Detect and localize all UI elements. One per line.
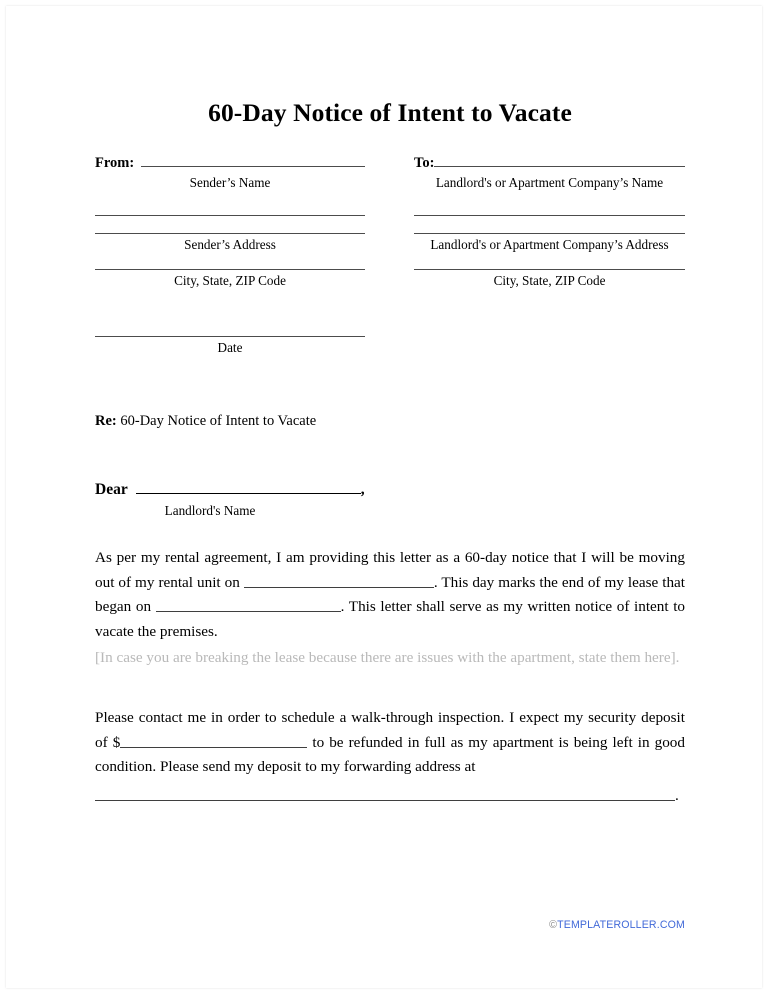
bracket-instruction-note xyxy=(95,646,685,671)
dear-label: Dear xyxy=(95,481,128,498)
salutation-comma: , xyxy=(360,481,365,498)
footer-watermark[interactable] xyxy=(6,919,685,931)
sender-city-caption: City, State, ZIP Code xyxy=(174,273,286,289)
paragraph-2-text-part-1: Please contact me in order to schedule a walk-through inspection. I expect my security deposit of $ xyxy=(95,709,685,751)
paragraph-1-text-part-2: . This day marks the end of my lease that began on xyxy=(95,573,685,616)
landlord-name-blank[interactable] xyxy=(136,479,361,494)
sender-name-blank[interactable] xyxy=(141,151,365,167)
paragraph-1-text-part-3: . This letter shall serve as my written notice of intent to vacate the premises. xyxy=(95,598,686,640)
page-title: 60-Day Notice of Intent to Vacate xyxy=(208,98,572,127)
paragraph-1-text-part-1: As per my rental agreement, I am providing this letter as a 60-day notice that I will be moving out of my rental unit on xyxy=(95,549,685,591)
recipient-name-caption: Landlord's or Apartment Company’s Name xyxy=(435,175,664,190)
to-label: To: xyxy=(414,155,435,171)
recipient-city-caption: City, State, ZIP Code xyxy=(493,273,606,289)
lease-start-date-blank[interactable] xyxy=(156,597,341,612)
salutation-block xyxy=(95,479,395,519)
salutation-row xyxy=(95,479,395,499)
sender-name-row xyxy=(95,151,365,172)
recipient-name-row xyxy=(414,151,685,172)
sender-block xyxy=(95,151,365,289)
security-deposit-blank[interactable] xyxy=(120,733,307,748)
forwarding-address-line xyxy=(95,784,685,809)
re-label: Re: xyxy=(95,413,117,429)
date-caption: Date xyxy=(217,340,243,355)
from-label: From: xyxy=(95,155,135,171)
landlord-name-caption: Landlord's Name xyxy=(164,503,256,518)
body-paragraph-2 xyxy=(95,706,685,809)
paragraph-2-text-part-2: to be refunded in full as my apartment is being left in good condition. Please send my deposit to my forwarding address at xyxy=(95,733,685,776)
copyright-icon: © xyxy=(549,919,558,931)
paragraph-2-text-part-3: . xyxy=(675,786,679,804)
bracket-note-text: [In case you are breaking the lease because there are issues with the apartment, state them here]. xyxy=(95,649,680,666)
recipient-block xyxy=(414,151,685,289)
move-out-date-blank[interactable] xyxy=(244,573,434,588)
recipient-name-blank[interactable] xyxy=(434,151,685,167)
footer-site-label[interactable]: TEMPLATEROLLER.COM xyxy=(557,919,685,931)
re-subject: 60-Day Notice of Intent to Vacate xyxy=(120,413,317,429)
sender-address-caption: Sender’s Address xyxy=(184,236,276,252)
date-block xyxy=(95,336,365,356)
page-sheet xyxy=(6,6,762,988)
forwarding-address-blank[interactable] xyxy=(95,786,675,801)
re-line xyxy=(95,413,316,430)
recipient-address-caption: Landlord's or Apartment Company’s Address xyxy=(430,236,669,252)
body-paragraph-1 xyxy=(95,546,685,645)
sender-name-caption: Sender’s Name xyxy=(189,175,271,190)
